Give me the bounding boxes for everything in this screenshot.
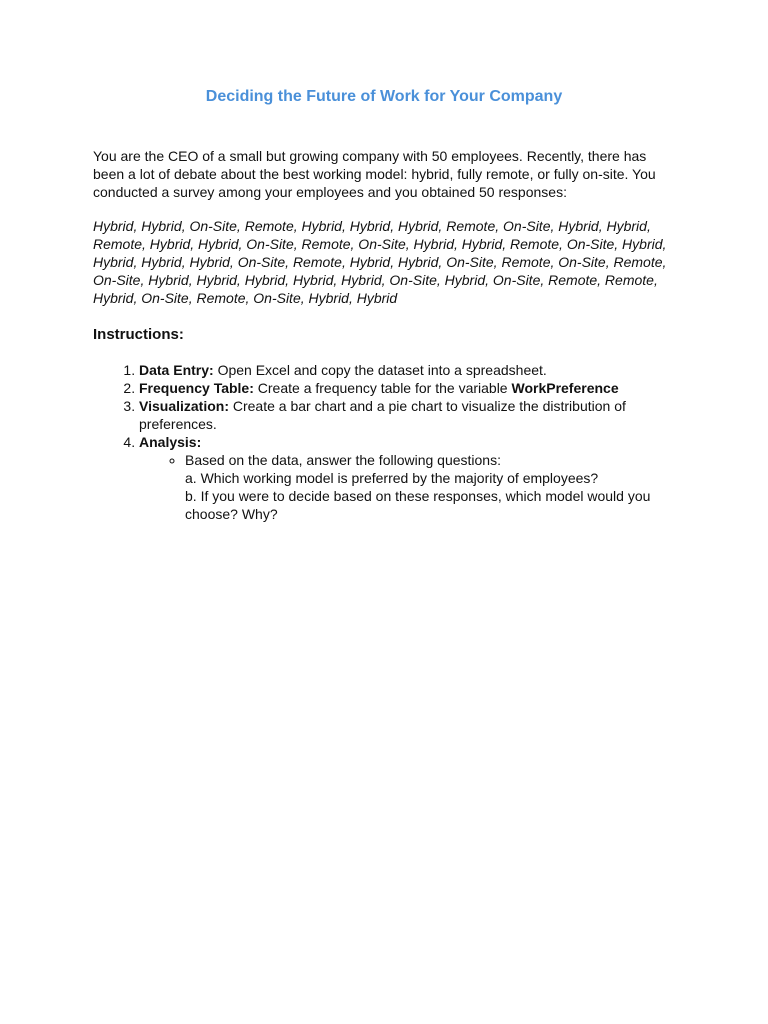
step-text: Create a frequency table for the variable [253,380,512,396]
variable-name: WorkPreference [511,380,619,396]
step-label: Data Entry: [139,362,214,378]
step-frequency-table [139,379,675,397]
step-analysis [139,433,675,523]
step-label: Visualization: [139,398,229,414]
analysis-sublist [139,451,675,523]
step-label: Frequency Table: [139,380,254,396]
step-text: Create a bar chart and a pie chart to visualize the distribution of preferences. [139,398,626,432]
step-text: Open Excel and copy the dataset into a spreadsheet. [213,362,547,378]
survey-dataset: Hybrid, Hybrid, On-Site, Remote, Hybrid, Hybrid, Hybrid, Remote, On-Site, Hybrid, Hybrid, Remote, Hybrid, Hybrid, On-Site, Remote, On-Site, Hybrid, Hybrid, Remote, On-Site, Hybrid, Hybrid, Hybrid, Hybrid, On-Site, Remote, Hybrid, Hybrid, On-Site, Remote, On-Site, Remote, On-Site, Hybrid, Hybrid, Hybrid, Hybrid, Hybrid, On-Site, Hybrid, On-Site, Remote, Remote, Hybrid, On-Site, Remote, On-Site, Hybrid, Hybrid [93,218,667,306]
document-content [93,86,675,523]
step-data-entry [139,361,675,379]
analysis-intro: ◦ Based on the data, answer the following questions: [185,452,501,468]
step-visualization [139,397,675,433]
intro-paragraph: You are the CEO of a small but growing company with 50 employees. Recently, there has been a lot of debate about the best working model: hybrid, fully remote, or fully on-site. You conducted a survey among your employees and you obtained 50 responses: [93,148,656,200]
analysis-item [185,451,675,523]
instructions-heading: Instructions: [93,326,184,343]
instructions-list [93,361,675,523]
step-label: Analysis: [139,434,202,450]
document-title: Deciding the Future of Work for Your Company [205,88,563,105]
question-b: b. If you were to decide based on these responses, which model would you choose? Why? [185,488,651,522]
question-a: a. Which working model is preferred by the majority of employees? [185,470,599,486]
